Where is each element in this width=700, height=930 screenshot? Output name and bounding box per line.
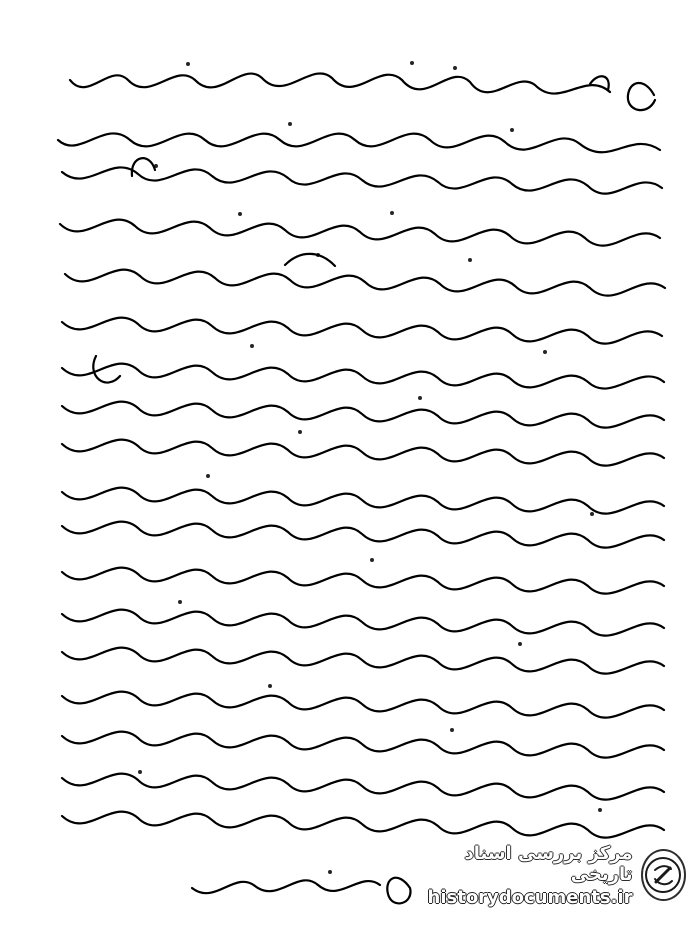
- ink-stroke: [70, 73, 610, 93]
- ink-stroke: [62, 732, 664, 758]
- ink-stroke: [62, 440, 664, 466]
- ink-stroke: [62, 364, 664, 389]
- ink-stroke: [93, 356, 120, 383]
- ink-stroke: [285, 254, 335, 266]
- watermark-text: [426, 843, 633, 908]
- watermark-title: مرکز بررسی اسناد تاریخی: [464, 842, 633, 885]
- ink-stroke: [62, 568, 664, 594]
- watermark-url: historydocuments.ir: [427, 886, 633, 908]
- ink-stroke: [62, 488, 664, 514]
- ink-stroke: [62, 522, 664, 548]
- ink-stroke: [62, 692, 664, 718]
- ink-dots: [138, 61, 602, 874]
- ink-stroke: [62, 774, 664, 800]
- ink-stroke: [62, 167, 662, 193]
- ink-stroke: [62, 318, 662, 344]
- ink-stroke: [65, 270, 665, 296]
- ink-stroke: [132, 158, 155, 176]
- ink-stroke: [387, 878, 410, 904]
- ink-stroke: [62, 648, 664, 674]
- watermark-logo-icon: [641, 849, 686, 901]
- ink-stroke: [62, 402, 664, 428]
- ink-stroke: [62, 610, 664, 636]
- watermark: [426, 834, 686, 916]
- ink-stroke: [58, 133, 660, 152]
- ink-stroke: [60, 220, 660, 246]
- ink-stroke: [628, 83, 655, 110]
- watermark-logo-svg: [643, 855, 683, 895]
- ink-stroke: [192, 880, 380, 893]
